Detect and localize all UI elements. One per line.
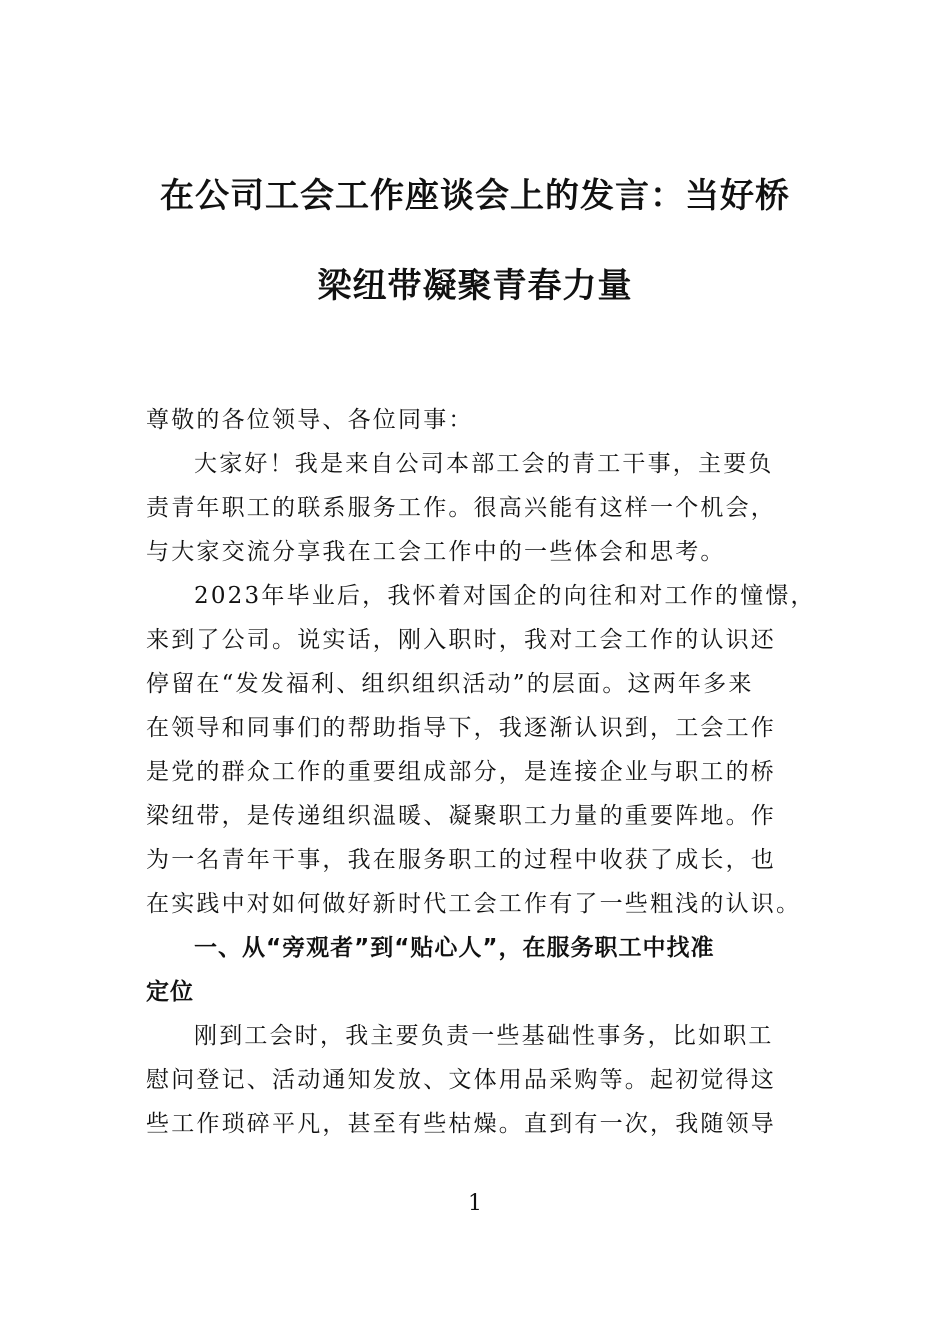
paragraph-line: 责青年职工的联系服务工作。很高兴能有这样一个机会， bbox=[146, 495, 776, 521]
paragraph-line: 刚到工会时，我主要负责一些基础性事务，比如职工 bbox=[194, 1023, 774, 1049]
paragraph-line: 些工作琐碎平凡，甚至有些枯燥。直到有一次，我随领导 bbox=[146, 1111, 776, 1137]
paragraph-line: 梁纽带，是传递组织温暖、凝聚职工力量的重要阵地。作 bbox=[146, 803, 776, 829]
paragraph-line: 来到了公司。说实话，刚入职时，我对工会工作的认识还 bbox=[146, 627, 776, 653]
paragraph-line: 与大家交流分享我在工会工作中的一些体会和思考。 bbox=[146, 539, 726, 565]
paragraph-line: 是党的群众工作的重要组成部分，是连接企业与职工的桥 bbox=[146, 759, 776, 785]
paragraph-line: 慰问登记、活动通知发放、文体用品采购等。起初觉得这 bbox=[146, 1067, 776, 1093]
paragraph-line: 2023年毕业后，我怀着对国企的向往和对工作的憧憬， bbox=[194, 583, 816, 609]
paragraph-line: 大家好！我是来自公司本部工会的青工干事，主要负 bbox=[194, 451, 774, 477]
document-title-line-1: 在公司工会工作座谈会上的发言：当好桥 bbox=[160, 176, 790, 216]
salutation: 尊敬的各位领导、各位同事： bbox=[146, 407, 474, 433]
document-title-line-2: 梁纽带凝聚青春力量 bbox=[317, 266, 633, 306]
document-body bbox=[146, 398, 816, 1146]
paragraph-line: 停留在“发发福利、组织组织活动”的层面。这两年多来 bbox=[146, 671, 754, 697]
paragraph-line: 在领导和同事们的帮助指导下，我逐渐认识到，工会工作 bbox=[146, 715, 776, 741]
page-number: 1 bbox=[468, 1191, 482, 1216]
section-heading: 一、从“旁观者”到“贴心人”，在服务职工中找准 bbox=[194, 935, 715, 961]
paragraph-line: 在实践中对如何做好新时代工会工作有了一些粗浅的认识。 bbox=[146, 891, 802, 917]
paragraph-line: 为一名青年干事，我在服务职工的过程中收获了成长，也 bbox=[146, 847, 776, 873]
section-heading-continued: 定位 bbox=[146, 979, 194, 1005]
